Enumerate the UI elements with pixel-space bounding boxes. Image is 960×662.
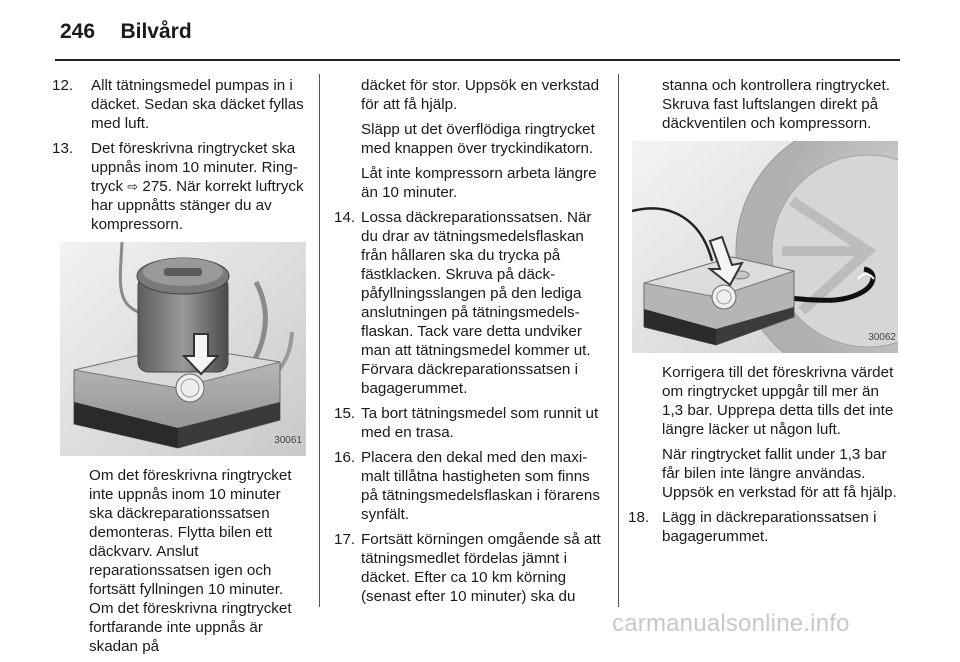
item-text [91,139,308,234]
paragraph: Låt inte kompressorn arbeta längre än 10 minuter. [361,165,597,201]
item-number: 17. [334,531,356,548]
figure-compressor-sealant [60,242,308,456]
item-number: 16. [334,449,356,466]
item-text: Lossa däckreparationssatsen. När du drar av tätningsmedelsflaskan från hållaren ska du trycka på fästklacken. Skruva på däckpåfyllningsslangen på den lediga anslutningen på tätningsmedelsflaskan. Tack vare detta undviker man att tätningsmedel kommer ut. Förvara däckreparationssatsen i bagagerummet. [361,209,592,397]
paragraph: Korrigera till det föreskrivna värdet om ringtrycket uppgår till mer än 1,3 bar. Upprepa detta tills det inte längre läcker ut någon luft. [662,364,894,438]
figure-number: 30061 [274,435,302,446]
item-text: Allt tätningsmedel pumpas in i däcket. Sedan ska däcket fyllas med luft. [91,77,304,132]
arrow-reference-icon[interactable]: ⇨ [127,179,139,194]
item-number: 14. [334,209,356,226]
list-item-14 [334,208,602,398]
list-item-18 [628,508,902,546]
column-1 [52,76,308,662]
item-text-part-b: 275. När korrekt luftryck har uppnåtts stänger du av kompressorn. [91,178,304,233]
section-title: Bilvård [120,20,192,43]
column-divider [618,74,619,607]
list-item-17 [334,530,602,606]
figure-compressor-tyre [632,141,902,353]
list-item-12 [52,76,308,133]
page-number: 246 [60,20,96,43]
list-item-16 [334,448,602,524]
item-text-part-a: Det föreskrivna ringtrycket ska uppnås inom 10 minuter. Ringtryck [91,140,298,195]
compressor-illustration [60,242,306,456]
item-number: 12. [52,77,74,94]
watermark: carmanualsonline.info [612,610,850,637]
list-item-15 [334,404,602,442]
item-number: 15. [334,405,356,422]
item-text: Ta bort tätningsmedel som runnit ut med en trasa. [361,405,599,441]
item-text: Fortsätt körningen omgående så att tätningsmedlet fördelas jämnt i däcket. Efter ca 10 km körning (senast efter 10 minuter) ska du [361,531,601,605]
paragraph: Släpp ut det överflödiga ringtrycket med knappen över tryckindikatorn. [361,121,595,157]
figure-number: 30062 [868,332,896,343]
paragraph: stanna och kontrollera ringtrycket. Skruva fast luftslangen direkt på däckventilen och kompressorn. [662,77,890,132]
compressor-tyre-illustration [632,141,898,353]
item-number: 18. [628,509,650,526]
list-item-13 [52,139,308,234]
page-header [60,20,192,50]
item-text: Lägg in däckreparationssatsen i bagagerummet. [662,509,877,545]
paragraph: Om det föreskrivna ringtrycket inte uppnås inom 10 minuter ska däckreparationssatsen demonteras. Flytta bilen ett däckvarv. Anslut reparationssatsen igen och fortsätt fyllningen 10 minuter. Om det föreskrivna ringtrycket fortfarande inte uppnås är skadan på [89,467,292,655]
item-text: Placera den dekal med den maximalt tillåtna hastigheten som finns på tätningsmedelsflaskan i förarens synfält. [361,449,600,523]
column-2 [334,76,602,612]
paragraph: däcket för stor. Uppsök en verkstad för att få hjälp. [361,77,600,113]
item-number: 13. [52,140,74,157]
paragraph: När ringtrycket fallit under 1,3 bar får bilen inte längre användas. Uppsök en verkstad för att få hjälp. [662,446,897,501]
header-divider [55,59,900,61]
column-divider [319,74,320,607]
column-3 [628,76,902,552]
